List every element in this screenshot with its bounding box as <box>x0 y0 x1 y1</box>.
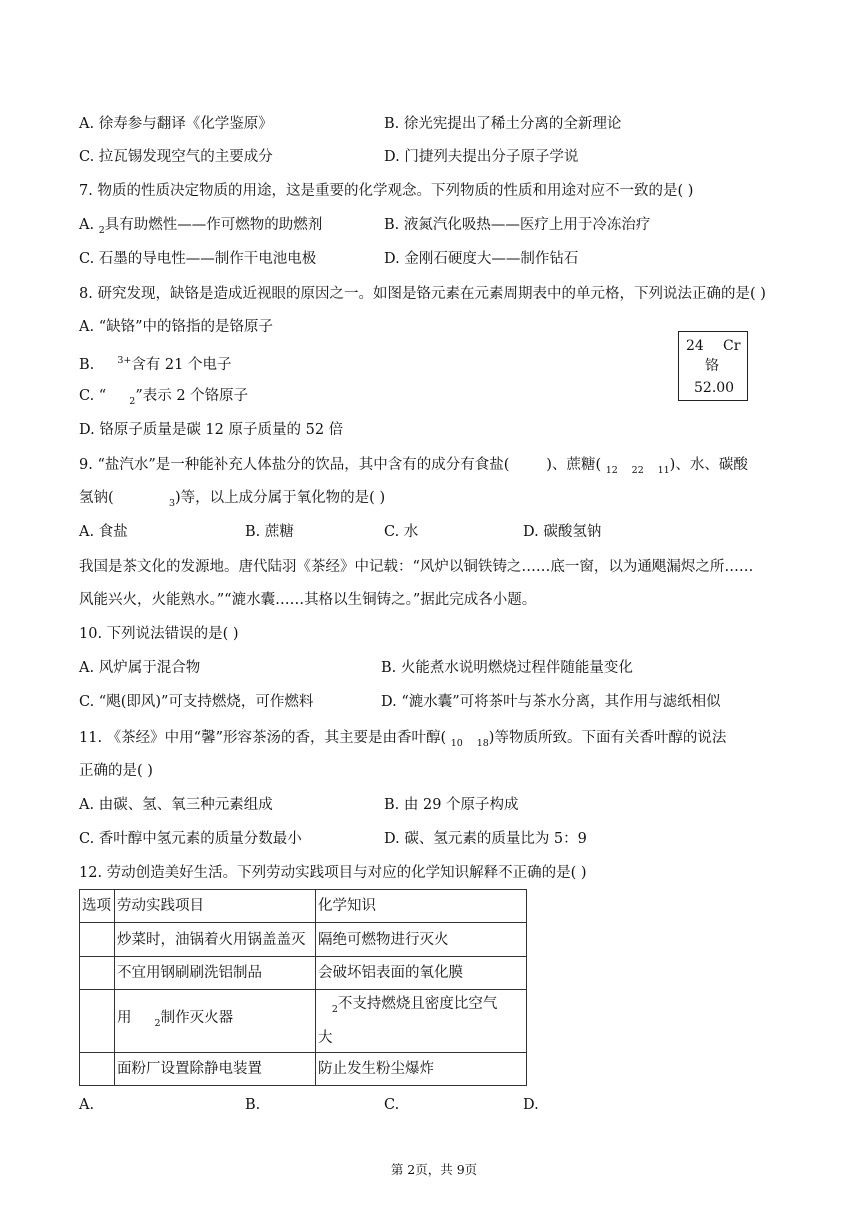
q8-option-a: A. “缺铬”中的铬指的是铬原子 <box>79 319 274 335</box>
table-row <box>80 923 527 957</box>
q9-stem-line2: 氢钠( $_3$)等，以上成分属于氧化物的是( ) <box>79 490 386 509</box>
row-knowledge: 防止发生粉尘爆炸 <box>316 1053 527 1086</box>
q10-option-d: D. “漉水囊”可将茶叶与茶水分离，其作用与滤纸相似 <box>381 694 721 710</box>
row-option <box>80 923 115 957</box>
q9-option-b: B. 蔗糖 <box>245 524 294 540</box>
row-option <box>80 990 115 1053</box>
q12-option-a: A. <box>79 1097 95 1113</box>
row-knowledge: 会破坏铝表面的氧化膜 <box>316 957 527 990</box>
q11-option-b: B. 由 29 个原子构成 <box>384 797 519 813</box>
q6-option-a: A. 徐寿参与翻译《化学鉴原》 <box>79 116 273 132</box>
q10-option-b: B. 火能煮水说明燃烧过程伴随能量变化 <box>381 660 633 676</box>
q6-option-c: C. 拉瓦锡发现空气的主要成分 <box>79 149 273 165</box>
q10-option-c: C. “飓(即风)”可支持燃烧，可作燃料 <box>79 694 314 710</box>
page-footer: 第 2页，共 9页 <box>390 1162 478 1177</box>
q8-option-b: B. $^{3+}$含有 21 个电子 <box>79 355 232 373</box>
header-knowledge: 化学知识 <box>316 890 527 923</box>
periodic-table-cell <box>678 331 748 401</box>
q7-option-b: B. 液氮汽化吸热——医疗上用于冷冻治疗 <box>384 217 651 233</box>
q12-option-b: B. <box>245 1097 261 1113</box>
q10-stem: 10. 下列说法错误的是( ) <box>79 626 239 642</box>
atomic-number: 24 <box>686 338 704 354</box>
row-knowledge: 隔绝可燃物进行灭火 <box>316 923 527 957</box>
row-option <box>80 957 115 990</box>
row-project: 用 $_2$制作灭火器 <box>115 990 316 1053</box>
row-project: 面粉厂设置除静电装置 <box>115 1053 316 1086</box>
row-project: 不宜用钢刷刷洗铝制品 <box>115 957 316 990</box>
q7-stem: 7. 物质的性质决定物质的用途，这是重要的化学观念。下列物质的性质和用途对应不一致的是( ) <box>79 183 694 199</box>
q10-option-a: A. 风炉属于混合物 <box>79 660 201 676</box>
table-row <box>80 990 527 1053</box>
element-name: 铬 <box>705 358 719 374</box>
q9-option-c: C. 水 <box>384 524 419 540</box>
q8-option-d: D. 铬原子质量是碳 12 原子质量的 52 倍 <box>79 422 344 438</box>
q12-option-d: D. <box>523 1097 539 1113</box>
q9-stem-line1: 9. “盐汽水”是一种能补充人体盐分的饮品，其中含有的成分有食盐( )、蔗糖( $_{12}$ $_{22}$ $_{11}$)、水、碳酸 <box>79 457 748 476</box>
element-symbol: Cr <box>723 338 741 354</box>
table-row <box>80 1053 527 1086</box>
q9-option-d: D. 碳酸氢钠 <box>523 524 602 540</box>
q8-stem: 8. 研究发现，缺铬是造成近视眼的原因之一。如图是铬元素在元素周期表中的单元格，下列说法正确的是( ) <box>79 286 766 302</box>
q7-option-a: A. $_2$具有助燃性——作可燃物的助燃剂 <box>79 217 323 236</box>
row-option <box>80 1053 115 1086</box>
q12-table <box>79 889 527 1086</box>
header-option: 选项 <box>80 890 115 923</box>
q11-stem-line2: 正确的是( ) <box>79 763 153 779</box>
q11-option-a: A. 由碳、氢、氧三种元素组成 <box>79 797 273 813</box>
q11-option-c: C. 香叶醇中氢元素的质量分数最小 <box>79 831 302 847</box>
tea-passage-line1: 我国是茶文化的发源地。唐代陆羽《茶经》中记载：“风炉以铜铁铸之……底一窗，以为通飓漏烬之所…… <box>79 559 754 575</box>
tea-passage-line2: 风能兴火，火能熟水。”“漉水囊……其格以生铜铸之。”据此完成各小题。 <box>79 592 537 608</box>
q6-option-b: B. 徐光宪提出了稀土分离的全新理论 <box>384 116 622 132</box>
table-row <box>80 957 527 990</box>
q12-stem: 12. 劳动创造美好生活。下列劳动实践项目与对应的化学知识解释不正确的是( ) <box>79 865 587 881</box>
q9-option-a: A. 食盐 <box>79 524 128 540</box>
q6-option-d: D. 门捷列夫提出分子原子学说 <box>384 149 579 165</box>
q11-option-d: D. 碳、氢元素的质量比为 5：9 <box>384 831 587 847</box>
row-knowledge: $_2$不支持燃烧且密度比空气 大 <box>316 990 527 1053</box>
q7-option-d: D. 金刚石硬度大——制作钻石 <box>384 251 579 267</box>
header-project: 劳动实践项目 <box>115 890 316 923</box>
q8-option-c: C. “ $_2$”表示 2 个铬原子 <box>79 388 249 407</box>
row-project: 炒菜时，油锅着火用锅盖盖灭 <box>115 923 316 957</box>
q12-option-c: C. <box>384 1097 400 1113</box>
atomic-mass: 52.00 <box>694 380 735 396</box>
table-header-row <box>80 890 527 923</box>
q11-stem-line1: 11. 《茶经》中用“馨”形容茶汤的香，其主要是由香叶醇( $_{10}$ $_{18}$)等物质所致。下面有关香叶醇的说法 <box>79 730 727 749</box>
q7-option-c: C. 石墨的导电性——制作干电池电极 <box>79 251 317 267</box>
